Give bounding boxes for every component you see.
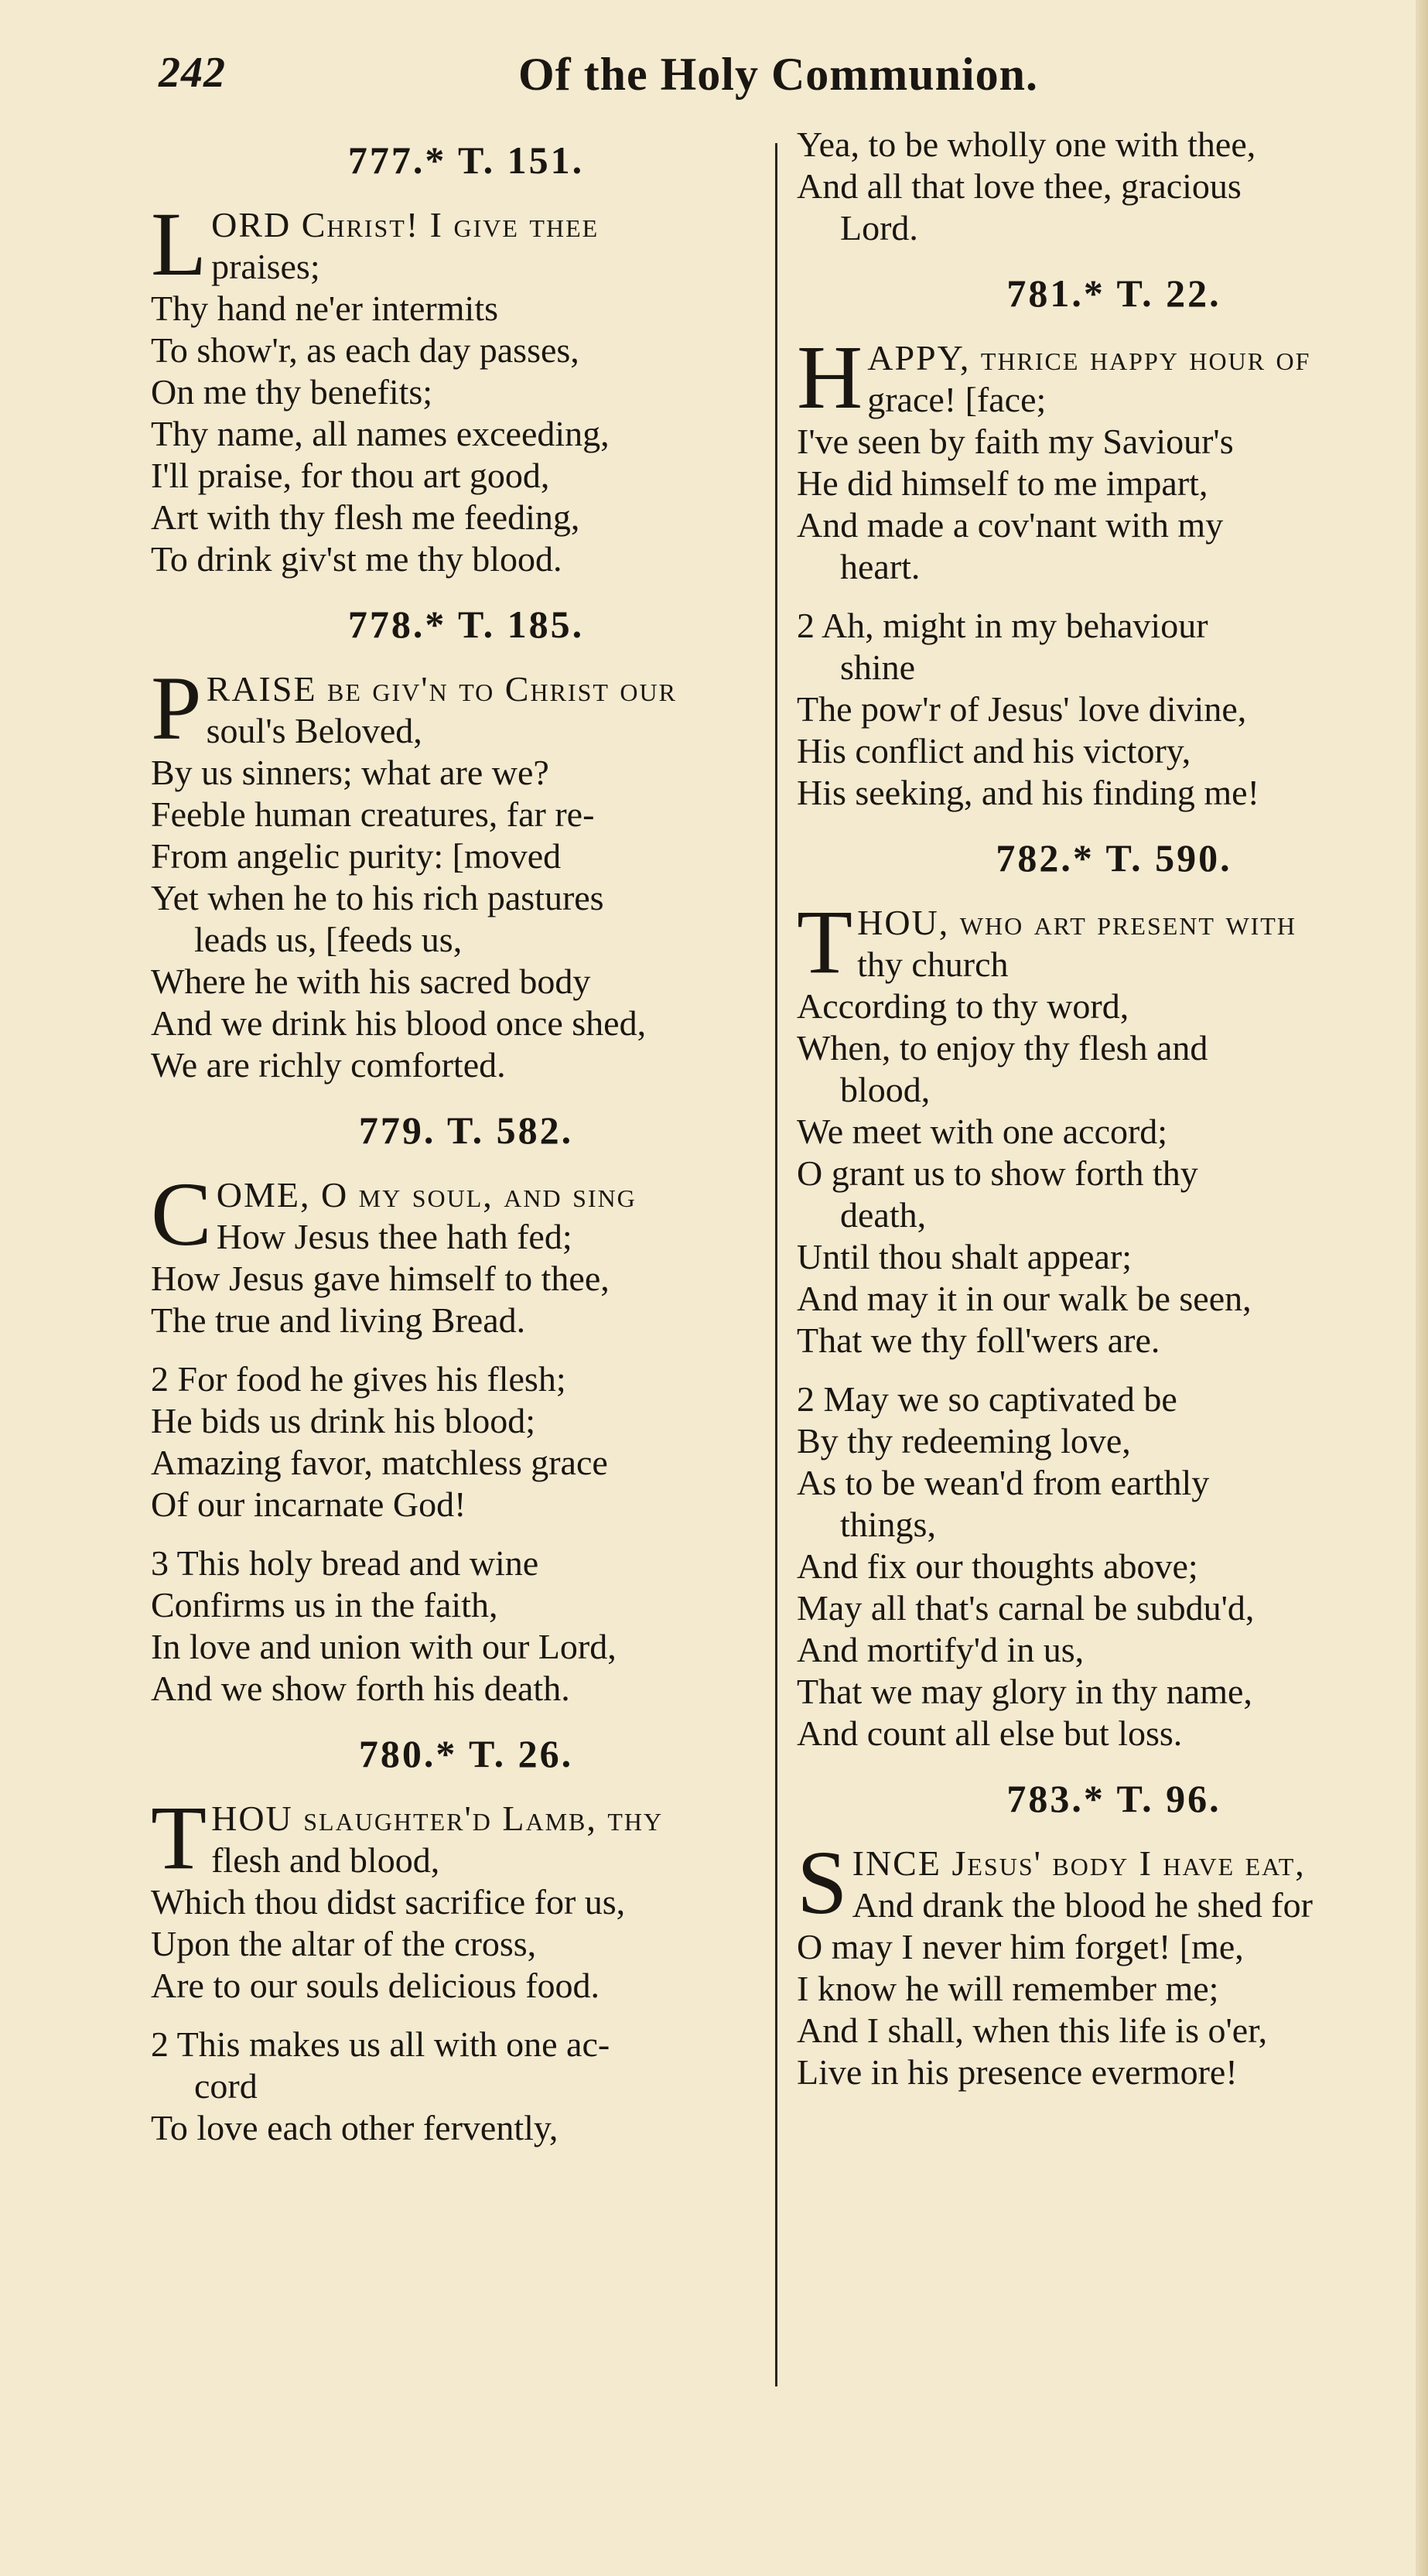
hymn [151,597,781,1086]
verse-line: heart. [840,547,921,586]
verse-line: And count all else but loss. [797,1713,1183,1753]
verse-line: Feeble human creatures, far re- [151,794,595,834]
verse-line: To love each other fervently, [151,2108,559,2147]
verse-line: Thy name, all names exceeding, [151,414,610,453]
verse-line: And drank the blood he shed for [852,1885,1313,1925]
verse-line: We are richly comforted. [151,1045,506,1085]
verse-line: praises; [211,247,320,286]
stanza [797,891,1428,1361]
drop-cap: T [151,1787,207,1888]
verse-line: As to be wean'd from earthly [797,1463,1210,1502]
verse-line: 3 This holy bread and wine [151,1543,539,1583]
verse-line: I'll praise, for thou art good, [151,456,550,495]
hymn [151,1727,781,2149]
verse-line: He did himself to me impart, [797,463,1208,503]
stanza [797,605,1428,814]
stanza [797,1379,1428,1754]
verse-line: leads us, [feeds us, [194,920,463,959]
hymn-heading: 781.* T. 22. [1006,272,1221,315]
verse-line: And we show forth his death. [151,1669,570,1708]
verse-line: Confirms us in the faith, [151,1585,498,1625]
verse-line: And fix our thoughts above; [797,1546,1198,1586]
stanza [151,1358,781,1525]
running-title: Of the Holy Communion. [518,49,1039,100]
drop-cap: T [797,891,853,992]
verse-line: May all that's carnal be subdu'd, [797,1588,1255,1628]
verse-line: How Jesus gave himself to thee, [151,1259,610,1298]
hymn [797,266,1428,814]
verse-line: ORD Christ! I give thee [211,205,600,244]
stanza [797,1832,1428,2093]
verse-line: O grant us to show forth thy [797,1153,1198,1193]
verse-line: Until thou shalt appear; [797,1237,1132,1276]
verse-line: By us sinners; what are we? [151,753,549,792]
verse-line: Upon the altar of the cross, [151,1924,537,1963]
verse-line: HOU slaughter'd Lamb, thy [211,1799,664,1838]
verse-line: blood, [840,1070,931,1109]
verse-line: That we thy foll'wers are. [797,1320,1160,1360]
hymn [797,124,1428,249]
verse-line: I've seen by faith my Saviour's [797,422,1234,461]
stanza [151,1163,781,1341]
verse-line: RAISE be giv'n to Christ our [206,669,677,709]
verse-line: things, [840,1505,936,1544]
drop-cap: P [151,658,202,759]
verse-line: Amazing favor, matchless grace [151,1443,608,1482]
left-column [151,124,781,2166]
verse-line: 2 May we so captivated be [797,1379,1177,1419]
hymn-heading: 783.* T. 96. [1006,1777,1221,1820]
verse-line: INCE Jesus' body I have eat, [852,1843,1306,1883]
verse-line: His seeking, and his finding me! [797,773,1259,812]
verse-line: 2 Ah, might in my behaviour [797,606,1208,645]
verse-line: And mortify'd in us, [797,1630,1085,1669]
verse-line: To drink giv'st me thy blood. [151,539,562,579]
verse-line: death, [840,1195,927,1235]
hymn-heading: 778.* T. 185. [347,603,585,646]
verse-line: He bids us drink his blood; [151,1401,536,1440]
page-header [159,48,1164,118]
hymn [151,133,781,580]
verse-line: thy church [857,945,1009,984]
verse-line: 2 For food he gives his flesh; [151,1359,566,1399]
drop-cap: L [151,193,207,295]
stanza [151,193,781,580]
drop-cap: H [797,326,863,428]
stanza [797,124,1428,249]
verse-line: His conflict and his victory, [797,731,1191,770]
drop-cap: S [797,1832,848,1933]
verse-line: shine [840,647,916,687]
verse-line: Of our incarnate God! [151,1484,466,1524]
verse-line: Where he with his sacred body [151,962,591,1001]
stanza [797,326,1428,588]
verse-line: And we drink his blood once shed, [151,1003,647,1043]
verse-line: Thy hand ne'er intermits [151,289,498,328]
verse-line: Which thou didst sacrifice for us, [151,1882,626,1922]
verse-line: By thy redeeming love, [797,1421,1131,1461]
stanza [151,658,781,1086]
verse-line: Are to our souls delicious food. [151,1966,600,2005]
verse-line: Live in his presence evermore! [797,2052,1238,2092]
verse-line: The pow'r of Jesus' love divine, [797,689,1247,729]
verse-line: And I shall, when this life is o'er, [797,2011,1268,2050]
verse-line: OME, O my soul, and sing [216,1175,637,1215]
verse-line: And may it in our walk be seen, [797,1279,1252,1318]
verse-line: soul's Beloved, [206,711,422,750]
hymn-heading: 777.* T. 151. [347,138,585,182]
verse-line: Art with thy flesh me feeding, [151,497,580,537]
verse-line: HOU, who art present with [857,903,1296,942]
stanza [151,1787,781,2007]
hymn [797,831,1428,1754]
verse-line: In love and union with our Lord, [151,1627,617,1666]
verse-line: grace! [face; [867,380,1047,419]
verse-line: Lord. [840,208,918,248]
verse-line: And all that love thee, gracious [797,166,1242,206]
hymn-heading: 782.* T. 590. [996,836,1232,880]
verse-line: I know he will remember me; [797,1969,1219,2008]
verse-line: How Jesus thee hath fed; [216,1217,572,1256]
right-column [797,124,1428,2110]
verse-line: APPY, thrice happy hour of [867,338,1311,378]
hymn-heading: 780.* T. 26. [358,1732,574,1775]
page-number: 242 [159,49,226,97]
stanza [151,1543,781,1710]
verse-line: That we may glory in thy name, [797,1672,1252,1711]
verse-line: We meet with one accord; [797,1112,1168,1151]
verse-line: flesh and blood, [211,1840,440,1880]
verse-line: And made a cov'nant with my [797,505,1224,545]
verse-line: To show'r, as each day passes, [151,330,579,370]
verse-line: Yet when he to his rich pastures [151,878,604,917]
verse-line: On me thy benefits; [151,372,433,412]
verse-line: cord [194,2066,258,2106]
verse-line: O may I never him forget! [me, [797,1927,1244,1966]
verse-line: From angelic purity: [moved [151,836,562,876]
drop-cap: C [151,1163,212,1265]
stanza [151,2024,781,2149]
verse-line: When, to enjoy thy flesh and [797,1028,1208,1068]
hymn [151,1103,781,1710]
hymn-heading: 779. T. 582. [358,1109,574,1152]
verse-line: According to thy word, [797,986,1129,1026]
verse-line: The true and living Bread. [151,1300,526,1340]
hymn [797,1771,1428,2093]
verse-line: 2 This makes us all with one ac- [151,2024,610,2064]
verse-line: Yea, to be wholly one with thee, [797,125,1256,164]
